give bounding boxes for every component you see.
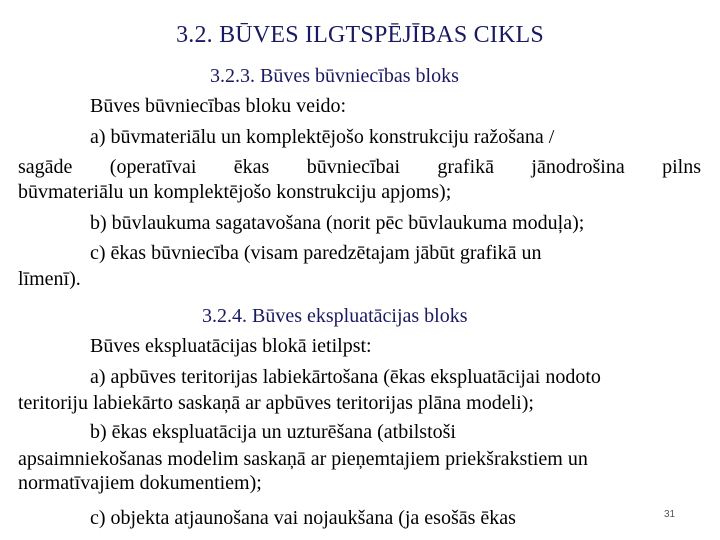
paragraph-line: būvmateriālu un komplektējošo konstrukciju apjoms); xyxy=(18,181,452,203)
paragraph-line: a) apbūves teritorijas labiekārtošana (ēkas ekspluatācijai nodoto xyxy=(90,366,601,388)
paragraph-line: a) būvmateriālu un komplektējošo konstrukciju ražošana / xyxy=(90,126,555,148)
paragraph-line: līmenī). xyxy=(18,268,81,290)
slide-number: 31 xyxy=(664,509,676,520)
paragraph-line: Būves būvniecības bloku veido: xyxy=(90,95,347,117)
section-heading-operation: 3.2.4. Būves ekspluatācijas bloks xyxy=(202,305,468,327)
paragraph-line: Būves ekspluatācijas blokā ietilpst: xyxy=(90,335,372,357)
paragraph-line: b) būvlaukuma sagatavošana (norit pēc būvlaukuma moduļa); xyxy=(90,212,585,234)
paragraph-line: c) ēkas būvniecība (visam paredzētajam jābūt grafikā un xyxy=(90,242,542,264)
paragraph-line: sagāde (operatīvai ēkas būvniecībai grafikā jānodrošina pilns xyxy=(18,156,701,178)
section-heading-construction: 3.2.3. Būves būvniecības bloks xyxy=(210,65,459,87)
paragraph-line: b) ēkas ekspluatācija un uzturēšana (atbilstoši xyxy=(90,421,456,443)
paragraph-line: teritoriju labiekārto saskaņā ar apbūves teritorijas plāna modeli); xyxy=(18,392,534,414)
slide-title: 3.2. BŪVES ILGTSPĒJĪBAS CIKLS xyxy=(176,22,544,48)
paragraph-line: normatīvajiem dokumentiem); xyxy=(18,472,262,494)
paragraph-line: apsaimniekošanas modelim saskaņā ar pieņemtajiem priekšrakstiem un xyxy=(18,448,588,470)
paragraph-line: c) objekta atjaunošana vai nojaukšana (ja esošās ēkas xyxy=(90,507,516,529)
